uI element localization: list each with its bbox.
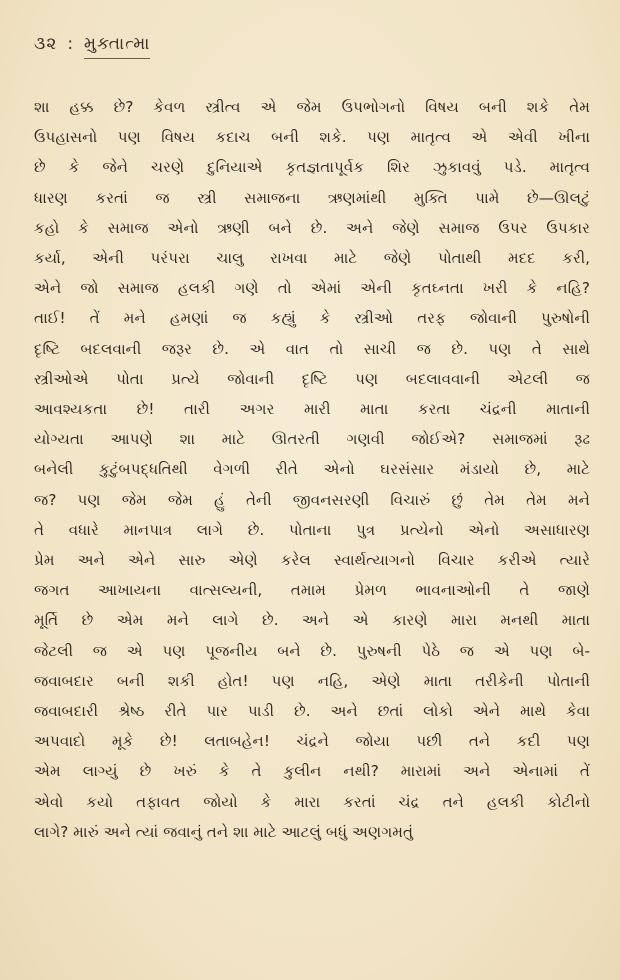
text-line: મૂર્તિ છે એમ મને લાગે છે. અને એ કારણે મારા મનથી માતા: [34, 611, 590, 630]
header-separator: :: [67, 34, 75, 54]
text-line: તે વધારે માનપાત્ર લાગે છે. પોતાના પુત્ર પ્રત્યેનો એનો અસાધારણ: [34, 520, 590, 539]
text-line: જેટલી જ એ પણ પૂજનીય બને છે. પુરુષની પેઠે જ એ પણ બે-: [34, 641, 590, 660]
text-line: આવશ્યકતા છે! તારી અગર મારી માતા કરતા ચંદ્રની માતાની: [34, 400, 590, 419]
body-text: [34, 92, 590, 847]
text-line: ઉપહાસનો પણ વિષય કદાચ બની શકે. પણ માતૃત્વ એ એવી ખીના: [34, 128, 590, 147]
text-line: કહો કે સમાજ એનો ઋણી બને છે. અને જેણે સમાજ ઉપર ઉપકાર: [34, 218, 590, 237]
text-line: યોગ્યતા આપણે શા માટે ઊતરતી ગણવી જોઈએ? સમાજમાં રૂઢ: [34, 430, 590, 449]
page-number: ૩૨: [34, 34, 58, 54]
text-line: સ્ત્રીઓએ પોતા પ્રત્યે જોવાની દૃષ્ટિ પણ બદલાવવાની એટલી જ: [34, 369, 590, 388]
text-line: એને જો સમાજ હલકી ગણે તો એમાં એની કૃતઘ્નતા ખરી કે નહિ?: [34, 279, 590, 298]
text-line: જ? પણ જેમ જેમ હું તેની જીવનસરણી વિચારું છું તેમ તેમ મને: [34, 490, 590, 509]
text-line: જવાબદાર બની શકી હોત! પણ નહિ, એણે માતા તરીકેની પોતાની: [34, 671, 590, 690]
text-line: શા હક્ક છે? કેવળ સ્ત્રીત્વ એ જેમ ઉપભોગનો વિષય બની શકે તેમ: [34, 98, 590, 116]
text-line: અપવાદો મૂકે છે! લતાબહેન! ચંદ્રને જોયા પછી તને કદી પણ: [34, 732, 590, 751]
text-line: જવાબદારી શ્રેષ્ઠ રીતે પાર પાડી છે. અને છતાં લોકો એને માથે કેવા: [34, 702, 590, 721]
text-line: છે કે જેને ચરણે દુનિયાએ કૃતજ્ઞતાપૂર્વક શિર ઝુકાવવું પડે. માતૃત્વ: [34, 158, 590, 177]
running-head: [34, 34, 590, 54]
text-line: તાઈ! તેં મને હમણાં જ કહ્યું કે સ્ત્રીઓ તરફ જોવાની પુરુષોની: [34, 309, 590, 328]
text-line: એવો કયો તફાવત જોયો કે મારા કરતાં ચંદ્ર તને હલકી કોટીનો: [34, 792, 590, 811]
text-line: પ્રેમ અને એને સારુ એણે કરેલ સ્વાર્થત્યાગનો વિચાર કરીએ ત્યારે: [34, 551, 590, 570]
running-title: મુક્તાત્મા: [84, 34, 151, 54]
text-line: દૃષ્ટિ બદલવાની જરૂર છે. એ વાત તો સાચી જ છે. પણ તે સાથે: [34, 339, 590, 358]
text-line: લાગે? મારું અને ત્યાં જવાનું તને શા માટે આટલું બધું અણગમતું: [34, 822, 414, 841]
text-line: ધારણ કરતાં જ સ્ત્રી સમાજના ઋણમાંથી મુક્તિ પામે છે—ઊલટું: [34, 188, 590, 207]
text-line: એમ લાગ્યું છે ખરું કે તે કુલીન નથી? મારામાં અને એનામાં તેં: [34, 762, 590, 781]
text-line: બનેલી કુટુંબપદ્ધતિથી વેગળી રીતે એનો ઘરસંસાર મંડાયો છે, માટે: [34, 460, 590, 479]
text-line: જગત આખાયના વાત્સલ્યની, તમામ પ્રેમળ ભાવનાઓની તે જાણે: [34, 581, 590, 600]
text-line: કર્યા, એની પરંપરા ચાલુ રાખવા માટે જેણે પોતાથી મદદ કરી,: [34, 249, 590, 268]
